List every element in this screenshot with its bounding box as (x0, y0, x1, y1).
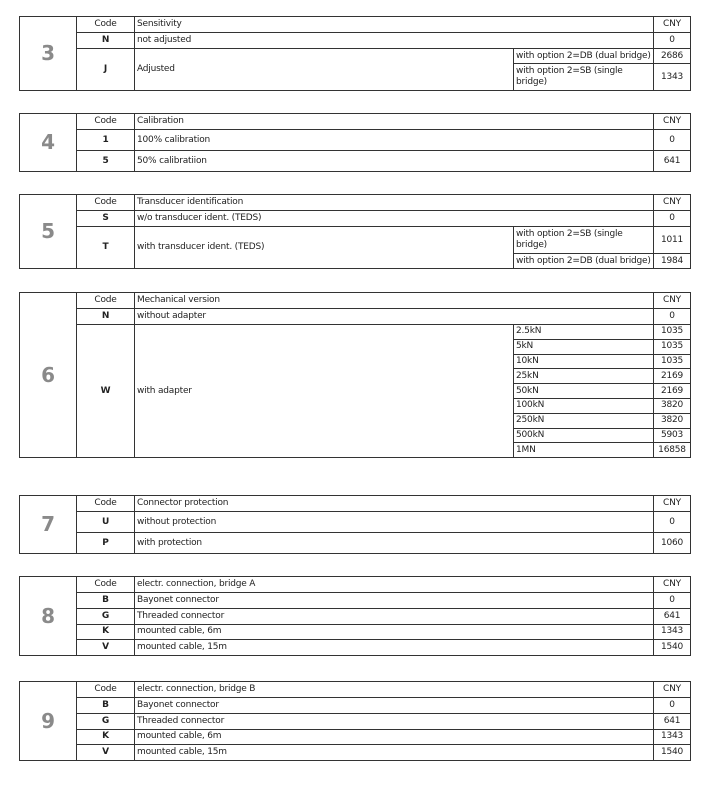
option-code: K (77, 729, 135, 745)
option-price: 641 (654, 151, 691, 172)
option-price: 0 (654, 211, 691, 227)
option-code: U (77, 512, 135, 533)
currency-header: CNY (654, 195, 691, 211)
table-header-row (20, 682, 691, 698)
table-row (20, 151, 691, 172)
table-row (20, 512, 691, 533)
option-table-connection-bridge-b (19, 681, 691, 761)
currency-header: CNY (654, 682, 691, 698)
code-header: Code (77, 17, 135, 33)
table-row (20, 33, 691, 49)
option-table-mechanical-version (19, 292, 691, 458)
table-row (20, 698, 691, 714)
option-code: V (77, 745, 135, 761)
sub-option-label: with option 2=SB (single bridge) (514, 64, 654, 91)
sub-option-price: 16858 (654, 443, 691, 458)
option-price: 1540 (654, 640, 691, 656)
option-price: 0 (654, 698, 691, 714)
sub-option-label: 5kN (514, 339, 654, 354)
option-code: W (77, 325, 135, 458)
sub-option-label: 100kN (514, 398, 654, 413)
table-row (20, 713, 691, 729)
option-description: mounted cable, 15m (135, 640, 654, 656)
option-table-connector-protection (19, 495, 691, 554)
option-description: with adapter (135, 325, 514, 458)
option-price: 1540 (654, 745, 691, 761)
option-number: 5 (20, 195, 77, 269)
option-description: mounted cable, 6m (135, 624, 654, 640)
table-row (20, 729, 691, 745)
table-row (20, 130, 691, 151)
option-number: 8 (20, 577, 77, 656)
option-code: N (77, 33, 135, 49)
table-row (20, 593, 691, 609)
sub-option-price: 2686 (654, 49, 691, 64)
sub-option-price: 5903 (654, 428, 691, 443)
table-row (20, 211, 691, 227)
option-code: 1 (77, 130, 135, 151)
code-header: Code (77, 577, 135, 593)
option-price: 0 (654, 130, 691, 151)
option-number: 3 (20, 17, 77, 91)
option-description: Bayonet connector (135, 698, 654, 714)
table-row (20, 640, 691, 656)
sub-option-price: 1035 (654, 339, 691, 354)
option-price: 641 (654, 713, 691, 729)
section-title: Sensitivity (135, 17, 654, 33)
table-row (20, 49, 691, 64)
section-title: Mechanical version (135, 293, 654, 309)
table-header-row (20, 577, 691, 593)
table-row (20, 227, 691, 254)
option-description: Threaded connector (135, 713, 654, 729)
option-description: without adapter (135, 309, 654, 325)
option-number: 7 (20, 496, 77, 554)
option-description: 100% calibration (135, 130, 654, 151)
sub-option-price: 1035 (654, 325, 691, 340)
option-price: 1060 (654, 533, 691, 554)
table-header-row (20, 17, 691, 33)
currency-header: CNY (654, 496, 691, 512)
table-header-row (20, 114, 691, 130)
option-code: T (77, 227, 135, 269)
sub-option-label: 250kN (514, 413, 654, 428)
currency-header: CNY (654, 293, 691, 309)
option-number: 9 (20, 682, 77, 761)
option-table-calibration (19, 113, 691, 172)
table-row (20, 608, 691, 624)
sub-option-price: 3820 (654, 398, 691, 413)
code-header: Code (77, 496, 135, 512)
sub-option-label: 25kN (514, 369, 654, 384)
table-row (20, 745, 691, 761)
option-number: 4 (20, 114, 77, 172)
option-code: P (77, 533, 135, 554)
sub-option-price: 1343 (654, 64, 691, 91)
sub-option-label: 1MN (514, 443, 654, 458)
option-description: Adjusted (135, 49, 514, 91)
option-number: 6 (20, 293, 77, 458)
table-row (20, 533, 691, 554)
sub-option-label: with option 2=DB (dual bridge) (514, 254, 654, 269)
option-price: 641 (654, 608, 691, 624)
option-code: K (77, 624, 135, 640)
section-title: Calibration (135, 114, 654, 130)
option-description: Threaded connector (135, 608, 654, 624)
table-header-row (20, 496, 691, 512)
option-price: 0 (654, 309, 691, 325)
option-price: 1343 (654, 624, 691, 640)
option-code: J (77, 49, 135, 91)
sub-option-price: 2169 (654, 384, 691, 399)
option-code: N (77, 309, 135, 325)
option-price: 0 (654, 512, 691, 533)
option-description: with protection (135, 533, 654, 554)
option-price: 0 (654, 593, 691, 609)
table-row (20, 309, 691, 325)
section-title: electr. connection, bridge A (135, 577, 654, 593)
section-title: Transducer identification (135, 195, 654, 211)
option-code: V (77, 640, 135, 656)
option-code: 5 (77, 151, 135, 172)
table-row (20, 624, 691, 640)
option-table-connection-bridge-a (19, 576, 691, 656)
option-code: G (77, 608, 135, 624)
sub-option-label: 10kN (514, 354, 654, 369)
currency-header: CNY (654, 577, 691, 593)
sub-option-price: 2169 (654, 369, 691, 384)
sub-option-label: with option 2=DB (dual bridge) (514, 49, 654, 64)
option-code: G (77, 713, 135, 729)
option-description: with transducer ident. (TEDS) (135, 227, 514, 269)
table-header-row (20, 293, 691, 309)
sub-option-label: 2.5kN (514, 325, 654, 340)
option-table-sensitivity (19, 16, 691, 91)
section-title: electr. connection, bridge B (135, 682, 654, 698)
option-description: mounted cable, 6m (135, 729, 654, 745)
option-description: mounted cable, 15m (135, 745, 654, 761)
option-description: without protection (135, 512, 654, 533)
option-code: S (77, 211, 135, 227)
option-price: 1343 (654, 729, 691, 745)
code-header: Code (77, 195, 135, 211)
code-header: Code (77, 682, 135, 698)
currency-header: CNY (654, 17, 691, 33)
table-row (20, 325, 691, 340)
option-description: not adjusted (135, 33, 654, 49)
option-price: 0 (654, 33, 691, 49)
option-table-transducer-identification (19, 194, 691, 269)
currency-header: CNY (654, 114, 691, 130)
option-description: 50% calibratiion (135, 151, 654, 172)
sub-option-label: 500kN (514, 428, 654, 443)
section-title: Connector protection (135, 496, 654, 512)
option-code: B (77, 593, 135, 609)
sub-option-label: with option 2=SB (single bridge) (514, 227, 654, 254)
code-header: Code (77, 293, 135, 309)
sub-option-price: 1984 (654, 254, 691, 269)
option-code: B (77, 698, 135, 714)
code-header: Code (77, 114, 135, 130)
option-description: w/o transducer ident. (TEDS) (135, 211, 654, 227)
sub-option-price: 3820 (654, 413, 691, 428)
sub-option-label: 50kN (514, 384, 654, 399)
table-header-row (20, 195, 691, 211)
sub-option-price: 1035 (654, 354, 691, 369)
option-description: Bayonet connector (135, 593, 654, 609)
sub-option-price: 1011 (654, 227, 691, 254)
